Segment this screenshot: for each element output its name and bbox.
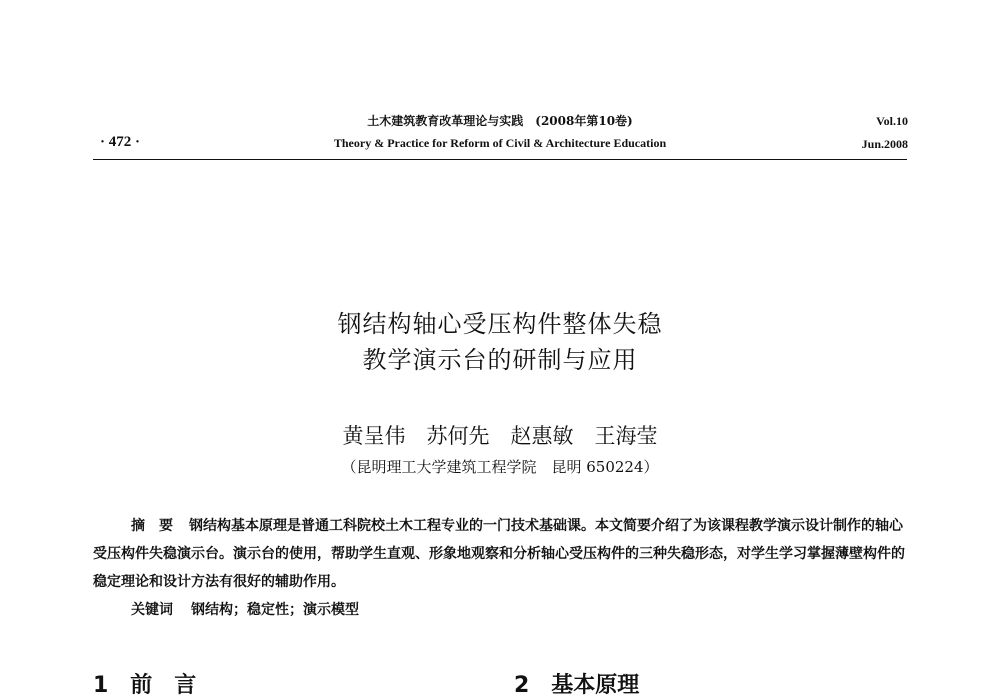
keywords-label: 关键词	[131, 602, 173, 618]
header-divider	[93, 159, 907, 160]
abstract-paragraph	[93, 512, 907, 596]
paper-title-line-1: 钢结构轴心受压构件整体失稳	[337, 310, 663, 338]
abstract-text: 钢结构基本原理是普通工科院校土木工程专业的一门技术基础课。本文简要介绍了为该课程教学演示设计制作的轴心受压构件失稳演示台。演示台的使用，帮助学生直观、形象地观察和分析轴心受压构件的三种失稳形态，对学生学习掌握薄壁构件的稳定理论和设计方法有很好的辅助作用。	[93, 518, 905, 590]
keywords-line	[93, 596, 907, 624]
abstract-block	[93, 512, 907, 624]
journal-title-cn: 土木建筑教育改革理论与实践 (2008年第10卷)	[367, 114, 633, 128]
volume-label: Vol.10	[876, 114, 908, 128]
journal-title-en: Theory & Practice for Reform of Civil & Architecture Education	[333, 136, 667, 150]
abstract-label: 摘 要	[131, 518, 173, 534]
author-list: 黄呈伟 苏何先 赵惠敏 王海莹	[342, 424, 658, 448]
section-heading-principles: 2 基本原理	[514, 673, 640, 698]
affiliation: （昆明理工大学建筑工程学院 昆明 650224）	[341, 458, 659, 476]
page-number: · 472 ·	[100, 134, 141, 150]
issue-date: Jun.2008	[861, 137, 908, 151]
paper-title-line-2: 教学演示台的研制与应用	[362, 346, 638, 374]
keywords-text: 钢结构；稳定性；演示模型	[191, 602, 359, 618]
section-heading-introduction: 1 前 言	[93, 673, 197, 698]
